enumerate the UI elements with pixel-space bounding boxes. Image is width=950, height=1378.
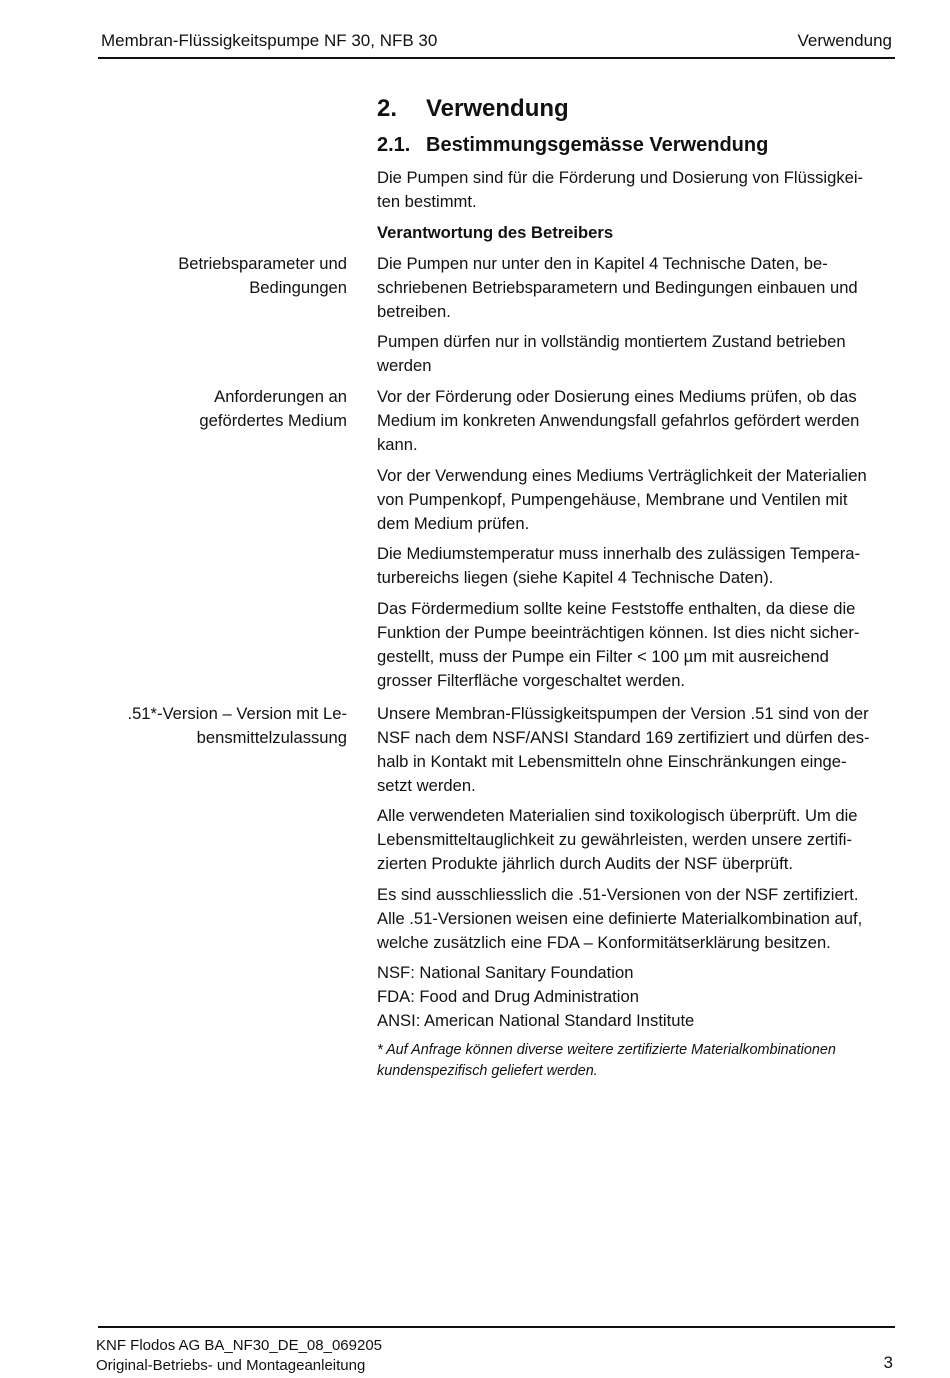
running-header-section: Verwendung — [797, 31, 892, 50]
paragraph-medium-temperature: Die Mediumstemperatur muss innerhalb des zulässigen Tempera- turbereichs liegen (siehe Kapitel 4 Technische Daten). — [377, 544, 860, 587]
subheading-operator-responsibility: Verantwortung des Betreibers — [377, 223, 614, 242]
chapter-heading — [377, 95, 569, 123]
footer-rule — [98, 1326, 895, 1328]
margin-note-medium-requirements: Anforderungen an gefördertes Medium — [199, 387, 347, 430]
section-title: Bestimmungsgemässe Verwendung — [426, 134, 769, 156]
page-number: 3 — [883, 1353, 893, 1372]
chapter-number: 2. — [377, 95, 398, 122]
chapter-title: Verwendung — [426, 95, 569, 122]
paragraph-material-compatibility: Vor der Verwendung eines Mediums Verträglichkeit der Materialien von Pumpenkopf, Pumpengehäuse, Membrane und Ventilen mit dem Medium prüfen. — [377, 466, 867, 533]
section-number: 2.1. — [377, 134, 411, 156]
abbreviations-list: NSF: National Sanitary Foundation FDA: Food and Drug Administration ANSI: American National Standard Institute — [377, 963, 695, 1030]
margin-note-operating-parameters: Betriebsparameter und Bedingungen — [178, 254, 347, 297]
section-heading — [377, 134, 768, 157]
intro-paragraph: Die Pumpen sind für die Förderung und Dosierung von Flüssigkei- ten bestimmt. — [377, 168, 864, 211]
paragraph-fda-conformity: Es sind ausschliesslich die .51-Versionen von der NSF zertifiziert. Alle .51-Versionen weisen eine definierte Materialkombination auf, welche zusätzlich eine FDA – Konformitätserklärung besitzen. — [377, 885, 863, 952]
running-header-title: Membran-Flüssigkeitspumpe NF 30, NFB 30 — [101, 31, 438, 50]
paragraph-solids-filter: Das Fördermedium sollte keine Feststoffe enthalten, da diese die Funktion der Pumpe beeinträchtigen können. Ist dies nicht sicher- gestellt, muss der Pumpe ein Filter < 100 µm mit ausreichend grosser Filterfläche vorgeschaltet werden. — [377, 599, 860, 690]
footnote: * Auf Anfrage können diverse weitere zertifizierte Materialkombinationen kundenspezifisch geliefert werden. — [377, 1042, 836, 1079]
header-rule — [98, 57, 895, 59]
paragraph-nsf-certification: Unsere Membran-Flüssigkeitspumpen der Version .51 sind von der NSF nach dem NSF/ANSI Standard 169 zertifiziert und dürfen des- halb in Kontakt mit Lebensmitteln ohne Einschränkungen einge- setzt werden. — [377, 704, 870, 795]
margin-note-food-version: .51*-Version – Version mit Le- bensmittelzulassung — [127, 704, 347, 747]
paragraph-assembled-state: Pumpen dürfen nur in vollständig montiertem Zustand betrieben werden — [377, 332, 846, 375]
paragraph-operating-parameters: Die Pumpen nur unter den in Kapitel 4 Technische Daten, be- schriebenen Betriebsparametern und Bedingungen einbauen und betreiben. — [377, 254, 858, 321]
paragraph-medium-check: Vor der Förderung oder Dosierung eines Mediums prüfen, ob das Medium im konkreten Anwendungsfall gefahrlos gefördert werden kann. — [377, 387, 860, 454]
footer-document-info: KNF Flodos AG BA_NF30_DE_08_069205 Original-Betriebs- und Montageanleitung — [96, 1337, 383, 1374]
paragraph-toxicology: Alle verwendeten Materialien sind toxikologisch überprüft. Um die Lebensmitteltauglichkeit zu gewährleisten, werden unsere zertifi- zierten Produkte jährlich durch Audits der NSF überprüft. — [377, 806, 858, 873]
